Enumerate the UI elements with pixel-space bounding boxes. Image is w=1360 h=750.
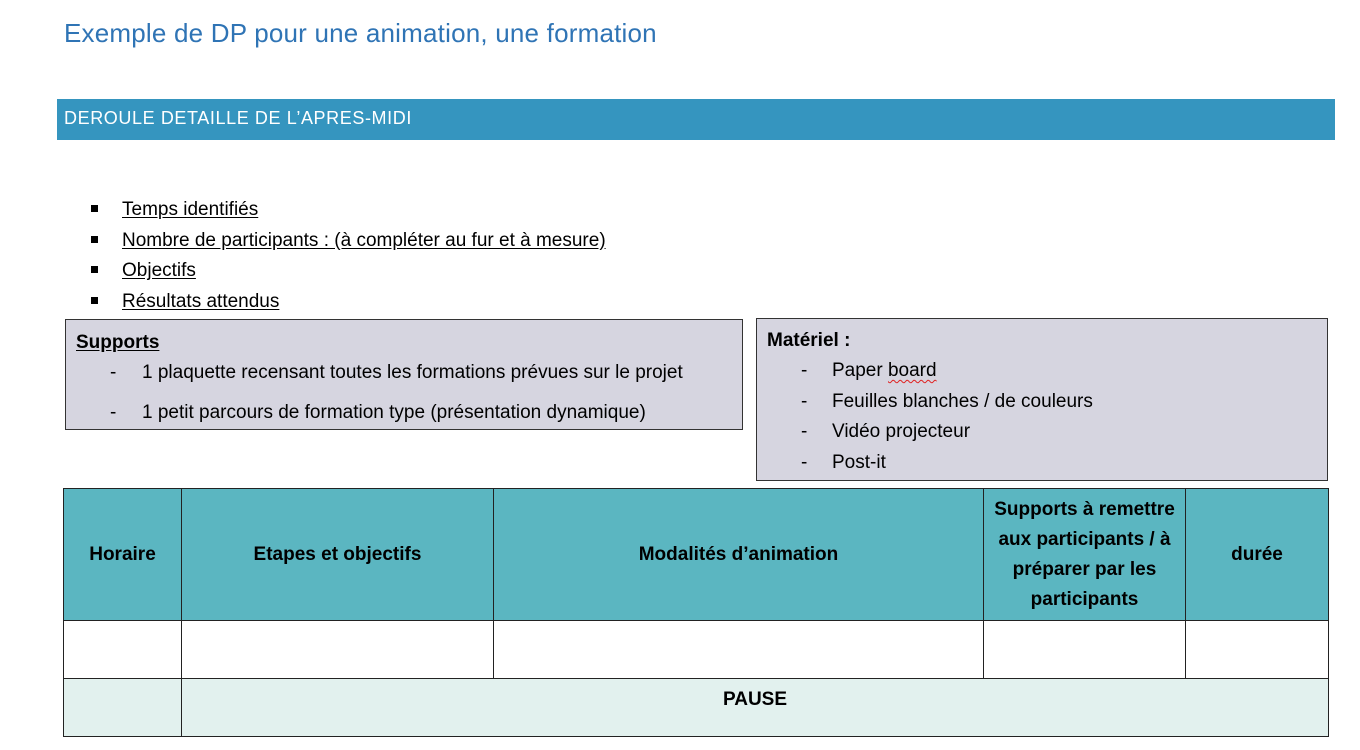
materiel-item-text xyxy=(832,360,937,382)
planning-table xyxy=(63,488,1329,737)
document-title: Exemple de DP pour une animation, une formation xyxy=(64,18,657,48)
bullet-text: Résultats attendus xyxy=(122,290,280,312)
bullet-text: Temps identifiés xyxy=(122,199,259,220)
materiel-item-text: Vidéo projecteur xyxy=(832,421,971,442)
spellcheck-flagged-word[interactable]: board xyxy=(887,360,937,381)
table-cell[interactable] xyxy=(64,621,182,679)
materiel-item-text: Post-it xyxy=(832,452,886,473)
supports-item-text: 1 petit parcours de formation type (présentation dynamique) xyxy=(142,402,646,423)
pause-cell[interactable]: PAUSE xyxy=(182,679,1329,737)
bullet-text: Nombre de participants : (à compléter au fur et à mesure) xyxy=(122,229,606,251)
bullet-item xyxy=(88,257,606,288)
dash-marker: - xyxy=(801,391,808,412)
bullet-text: Objectifs xyxy=(122,260,196,281)
header-modalites-animation: Modalités d’animation xyxy=(494,489,984,621)
supports-heading: Supports xyxy=(76,332,160,353)
dash-marker: - xyxy=(801,360,808,381)
table-cell[interactable] xyxy=(494,621,984,679)
dash-marker: - xyxy=(110,362,117,383)
square-bullet-icon xyxy=(91,266,98,273)
table-cell[interactable] xyxy=(984,621,1186,679)
header-supports-participants: Supports à remettre aux participants / à préparer par les participants xyxy=(984,489,1186,621)
supports-box xyxy=(65,319,743,430)
dash-marker: - xyxy=(110,402,117,423)
materiel-item-text-part: Paper xyxy=(832,360,888,381)
materiel-item-text: Feuilles blanches / de couleurs xyxy=(832,391,1093,412)
square-bullet-icon xyxy=(91,297,98,304)
square-bullet-icon xyxy=(91,205,98,212)
pause-row xyxy=(64,679,1329,737)
table-header-row xyxy=(64,489,1329,621)
header-etapes-objectifs: Etapes et objectifs xyxy=(182,489,494,621)
dash-marker: - xyxy=(801,452,808,473)
bullet-list xyxy=(88,196,606,318)
square-bullet-icon xyxy=(91,236,98,243)
materiel-box xyxy=(756,318,1328,481)
materiel-heading: Matériel : xyxy=(767,330,851,351)
header-horaire: Horaire xyxy=(64,489,182,621)
bullet-item xyxy=(88,227,606,258)
supports-item-text: 1 plaquette recensant toutes les formations prévues sur le projet xyxy=(142,362,683,383)
section-banner: DEROULE DETAILLE DE L’APRES-MIDI xyxy=(57,99,1335,140)
table-cell[interactable] xyxy=(64,679,182,737)
header-duree: durée xyxy=(1186,489,1329,621)
table-row xyxy=(64,621,1329,679)
bullet-item xyxy=(88,288,606,319)
dash-marker: - xyxy=(801,421,808,442)
table-cell[interactable] xyxy=(1186,621,1329,679)
bullet-item xyxy=(88,196,606,227)
table-cell[interactable] xyxy=(182,621,494,679)
